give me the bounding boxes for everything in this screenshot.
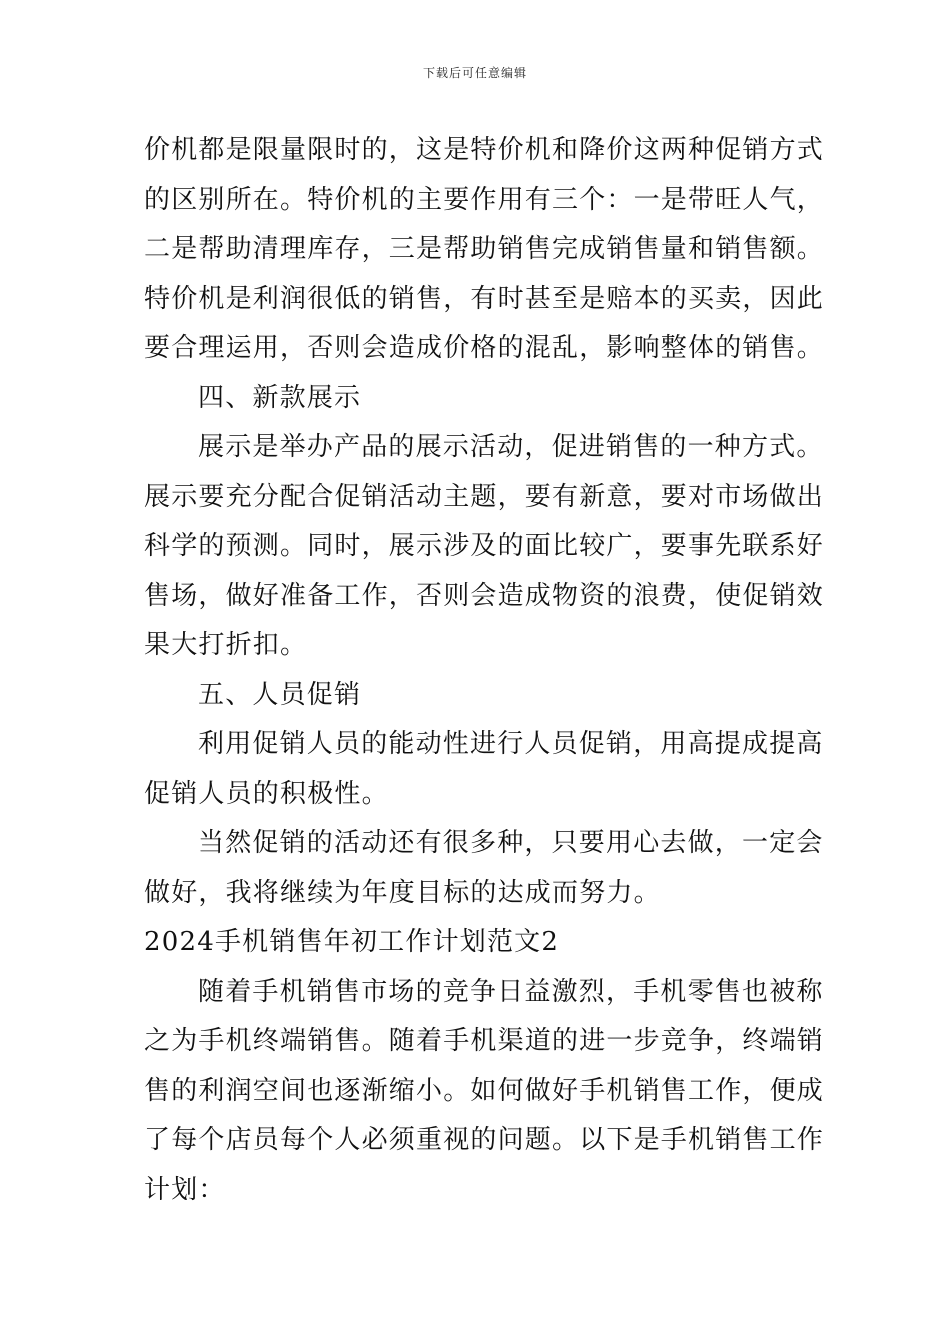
text-line: 科学的预测。同时，展示涉及的面比较广，要事先联系好	[144, 531, 825, 561]
text-line: 特价机是利润很低的销售，有时甚至是赔本的买卖，因此	[144, 283, 825, 314]
text-line: 促销人员的积极性。	[144, 778, 389, 809]
text-line: 做好，我将继续为年度目标的达成而努力。	[144, 877, 661, 908]
text-line: 当然促销的活动还有很多种，只要用心去做，一定会	[198, 828, 824, 858]
text-line: 展示是举办产品的展示活动，促进销售的一种方式。	[198, 432, 824, 462]
text-line: 了每个店员每个人必须重视的问题。以下是手机销售工作	[144, 1125, 825, 1155]
text-line: 计划：	[144, 1174, 226, 1205]
text-line: 之为手机终端销售。随着手机渠道的进一步竞争，终端销	[144, 1026, 825, 1056]
text-line: 果大打折扣。	[144, 630, 308, 660]
text-line: 要合理运用，否则会造成价格的混乱，影响整体的销售。	[144, 333, 825, 363]
text-line: 价机都是限量限时的，这是特价机和降价这两种促销方式	[144, 135, 825, 165]
text-line: 的区别所在。特价机的主要作用有三个：一是带旺人气，	[144, 184, 825, 215]
text-line: 售场，做好准备工作，否则会造成物资的浪费，使促销效	[144, 580, 825, 611]
section-heading-5: 五、人员促销	[198, 679, 362, 710]
text-line: 展示要充分配合促销活动主题，要有新意，要对市场做出	[144, 481, 825, 512]
text-line: 利用促销人员的能动性进行人员促销，用高提成提高	[198, 729, 824, 759]
text-line: 二是帮助清理库存，三是帮助销售完成销售量和销售额。	[144, 234, 825, 264]
text-line: 售的利润空间也逐渐缩小。如何做好手机销售工作，便成	[144, 1075, 825, 1106]
section-heading-4: 四、新款展示	[198, 382, 362, 413]
document-body	[144, 126, 825, 1215]
header-note: 下载后可任意编辑	[422, 66, 527, 80]
text-line: 随着手机销售市场的竞争日益激烈，手机零售也被称	[198, 976, 824, 1007]
article-title: 2024手机销售年初工作计划范文2	[144, 927, 560, 957]
